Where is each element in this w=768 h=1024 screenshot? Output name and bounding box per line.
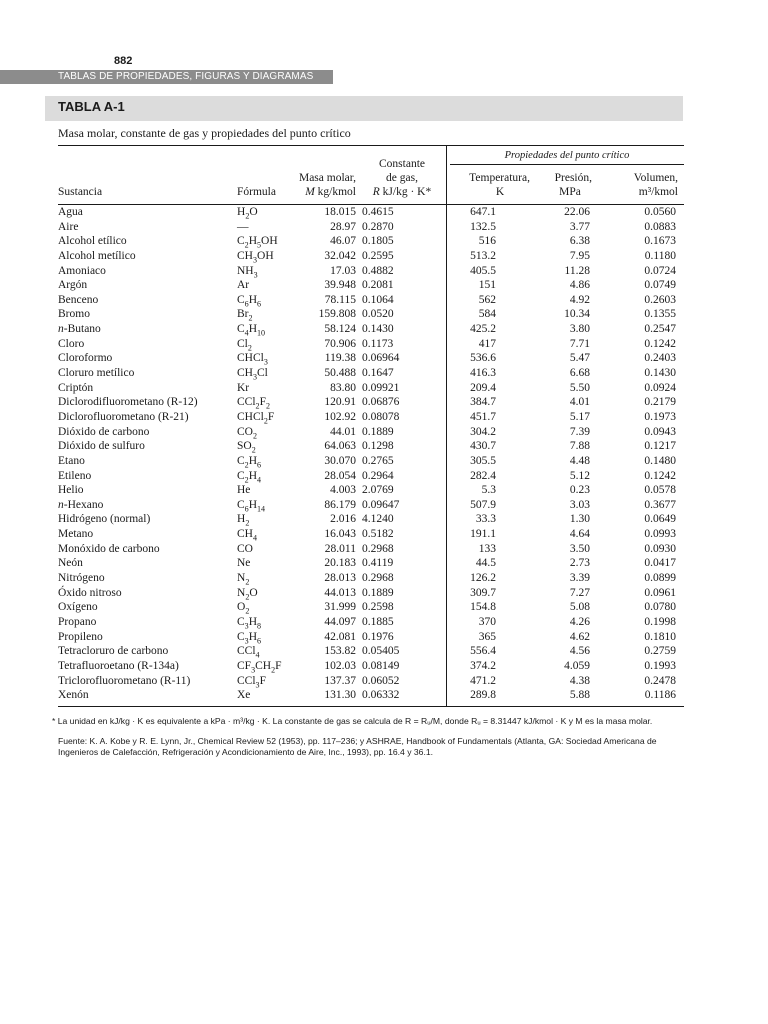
header-volumen-line2: m³/kmol	[638, 186, 678, 198]
cell-constante-gas: 0.1173	[362, 337, 394, 350]
cell-temperatura: 365	[478, 630, 496, 643]
table-row	[0, 249, 768, 264]
cell-temperatura: 584	[478, 308, 496, 321]
cell-temperatura: 513.2	[470, 249, 496, 262]
table-row	[0, 439, 768, 454]
cell-volumen: 0.1242	[644, 337, 676, 350]
table-row	[0, 410, 768, 425]
cell-presion: 7.27	[569, 586, 590, 599]
cell-formula: $C_2H_4$	[237, 469, 262, 484]
cell-volumen: 0.2478	[644, 674, 676, 687]
table-row	[0, 527, 768, 542]
cell-sustancia: Agua	[58, 206, 83, 218]
header-temperatura-line2: K	[495, 186, 505, 198]
cell-volumen: 0.0924	[644, 381, 676, 394]
cell-formula: $C_2H_5OH$	[237, 235, 278, 250]
cell-formula: $Br_2$	[237, 308, 253, 323]
cell-sustancia: Monóxido de carbono	[58, 542, 160, 555]
cell-sustancia: Benceno	[58, 293, 99, 306]
cell-constante-gas: 0.08078	[362, 410, 400, 423]
cell-sustancia: Propileno	[58, 630, 103, 643]
cell-sustancia: Óxido nitroso	[58, 586, 122, 599]
cell-sustancia: Bromo	[58, 308, 90, 321]
table-row	[0, 395, 768, 410]
cell-volumen: 0.0943	[644, 425, 676, 438]
cell-temperatura: 374.2	[470, 659, 496, 672]
cell-sustancia: Argón	[58, 279, 88, 292]
cell-constante-gas: 0.1064	[362, 293, 394, 306]
cell-presion: 10.34	[564, 308, 590, 321]
cell-masa-molar: 153.82	[324, 645, 356, 658]
header-constante-line1: Constante	[379, 158, 425, 170]
cell-temperatura: 471.2	[470, 674, 496, 687]
table-row	[0, 586, 768, 601]
cell-formula: Xe	[237, 689, 251, 702]
cell-constante-gas: 0.1647	[362, 367, 394, 380]
cell-formula: CHCl$_3$	[237, 352, 268, 367]
cell-volumen: 0.1217	[644, 440, 676, 453]
cell-temperatura: 151	[478, 279, 496, 292]
cell-volumen: 0.1430	[644, 367, 676, 380]
cell-volumen: 0.0780	[644, 601, 676, 614]
cell-sustancia: Tetracloruro de carbono	[58, 645, 169, 658]
cell-sustancia: Helio	[58, 484, 84, 497]
cell-volumen: 0.1993	[644, 659, 676, 672]
header-presion-line2: MPa	[559, 186, 581, 198]
table-row	[0, 220, 768, 235]
cell-formula: $NH_3$	[237, 264, 258, 279]
cell-masa-molar: 120.91	[324, 396, 356, 409]
cell-temperatura: 425.2	[470, 323, 496, 336]
cell-temperatura: 451.7	[470, 410, 496, 423]
cell-formula: $C_6H_{14}$	[237, 498, 266, 514]
table-row	[0, 512, 768, 527]
cell-masa-molar: 50.488	[324, 367, 356, 380]
cell-constante-gas: 0.2598	[362, 601, 394, 614]
cell-masa-molar: 83.80	[330, 381, 356, 394]
cell-temperatura: 417	[478, 337, 496, 350]
cell-presion: 1.30	[569, 513, 590, 526]
cell-constante-gas: 0.4119	[362, 557, 394, 570]
cell-volumen: 0.0649	[644, 513, 676, 526]
cell-volumen: 0.0724	[644, 264, 676, 277]
cell-formula: $N_2$	[237, 572, 250, 587]
cell-masa-molar: 20.183	[324, 557, 356, 570]
cell-presion: 5.88	[569, 689, 590, 702]
cell-presion: 4.01	[569, 396, 590, 409]
cell-formula: CCl$_3$F	[237, 674, 266, 689]
cell-constante-gas: 2.0769	[362, 484, 394, 497]
cell-masa-molar: 131.30	[324, 689, 356, 702]
table-body	[0, 205, 768, 703]
table-row	[0, 556, 768, 571]
cell-constante-gas: 0.2595	[362, 249, 394, 262]
cell-formula: $C_3H_8$	[237, 615, 262, 631]
cell-volumen: 0.2759	[644, 645, 676, 658]
cell-presion: 6.68	[569, 367, 590, 380]
cell-formula: $CF_3CH_2F$	[237, 659, 282, 675]
cell-masa-molar: 28.054	[324, 469, 356, 482]
cell-sustancia: Metano	[58, 528, 94, 541]
cell-volumen: 0.1998	[644, 615, 676, 628]
cell-volumen: 0.1973	[644, 410, 676, 423]
cell-sustancia: Diclorofluorometano (R-21)	[58, 410, 189, 423]
table-row	[0, 542, 768, 557]
table-row	[0, 264, 768, 279]
cell-constante-gas: 0.2870	[362, 220, 394, 233]
cell-sustancia: Criptón	[58, 381, 94, 394]
cell-volumen: 0.0749	[644, 279, 676, 292]
cell-masa-molar: 42.081	[324, 630, 356, 643]
table-row	[0, 644, 768, 659]
cell-presion: 4.92	[569, 293, 590, 306]
table-row	[0, 366, 768, 381]
cell-formula: Ar	[237, 279, 250, 292]
cell-constante-gas: 0.4882	[362, 264, 394, 277]
cell-formula: $C_4H_{10}$	[237, 323, 266, 338]
cell-masa-molar: 28.97	[330, 220, 356, 233]
cell-presion: 4.38	[569, 674, 590, 687]
cell-constante-gas: 0.2081	[362, 279, 394, 292]
cell-volumen: 0.1242	[644, 469, 676, 482]
cell-masa-molar: 28.011	[324, 542, 356, 555]
top-rule	[58, 145, 684, 146]
cell-formula: $C_6H_6$	[237, 293, 262, 309]
cell-sustancia: Xenón	[58, 689, 89, 702]
cell-sustancia: Triclorofluorometano (R-11)	[58, 674, 191, 687]
cell-sustancia: Cloruro metílico	[58, 367, 135, 380]
cell-temperatura: 304.2	[470, 425, 496, 438]
table-row	[0, 571, 768, 586]
cell-masa-molar: 18.015	[324, 206, 356, 218]
cell-formula: $CO_2$	[237, 425, 258, 440]
table-row	[0, 322, 768, 337]
cell-volumen: 0.0993	[644, 528, 676, 541]
cell-formula: $H_2$	[237, 513, 250, 528]
cell-volumen: 0.3677	[644, 498, 676, 511]
cell-presion: 7.71	[569, 337, 590, 350]
cell-sustancia: n-Hexano	[58, 498, 104, 511]
cell-temperatura: 556.4	[470, 645, 496, 658]
cell-sustancia: Diclorodifluorometano (R-12)	[58, 396, 198, 409]
cell-sustancia: Dióxido de carbono	[58, 425, 150, 438]
table-row	[0, 293, 768, 308]
cell-temperatura: 647.1	[470, 206, 496, 218]
cell-constante-gas: 0.1805	[362, 235, 394, 248]
cell-temperatura: 516	[478, 235, 496, 248]
table-row	[0, 659, 768, 674]
cell-presion: 2.73	[569, 557, 590, 570]
cell-temperatura: 133	[478, 542, 496, 555]
cell-temperatura: 33.3	[475, 513, 496, 526]
cell-sustancia: Etano	[58, 454, 85, 467]
cell-temperatura: 384.7	[470, 396, 496, 409]
cell-formula: $H_2O$	[237, 206, 258, 221]
cell-masa-molar: 102.03	[324, 659, 356, 672]
cell-masa-molar: 30.070	[324, 454, 356, 467]
cell-temperatura: 132.5	[470, 220, 496, 233]
cell-presion: 5.17	[569, 410, 590, 423]
cell-presion: 4.48	[569, 454, 590, 467]
cell-sustancia: Oxígeno	[58, 601, 98, 614]
cell-constante-gas: 0.1976	[362, 630, 394, 643]
cell-presion: 7.39	[569, 425, 590, 438]
cell-volumen: 0.0883	[644, 220, 676, 233]
header-masa-molar-symbol: M	[305, 186, 315, 198]
cell-sustancia: Neón	[58, 557, 83, 570]
cell-temperatura: 405.5	[470, 264, 496, 277]
cell-constante-gas: 0.4615	[362, 206, 394, 218]
cell-volumen: 0.2603	[644, 293, 676, 306]
cell-masa-molar: 70.906	[324, 337, 356, 350]
cell-masa-molar: 17.03	[330, 264, 356, 277]
cell-formula: $SO_2$	[237, 440, 256, 455]
cell-sustancia: Dióxido de sulfuro	[58, 440, 145, 453]
critical-properties-title: Propiedades del punto crítico	[504, 150, 630, 161]
cell-masa-molar: 102.92	[324, 410, 356, 423]
cell-volumen: 0.0560	[644, 206, 676, 218]
source-note: Fuente: K. A. Kobe y R. E. Lynn, Jr., Chemical Review 52 (1953), pp. 117–236; y ASHRAE, Handbook of Fundamentals (Atlanta, GA: Sociedad Americana de Ingenieros de Calefacción, Refrigeración y Acondicionamiento de Aire, Inc., 1993), pp. 16.4 y 36.1.	[58, 736, 657, 757]
cell-masa-molar: 28.013	[324, 572, 356, 585]
cell-masa-molar: 78.115	[324, 293, 356, 306]
cell-formula: $Cl_2$	[237, 337, 252, 353]
cell-constante-gas: 0.2765	[362, 454, 394, 467]
cell-masa-molar: 46.07	[330, 235, 356, 248]
table-caption: Masa molar, constante de gas y propiedades del punto crítico	[58, 126, 351, 140]
table-label: TABLA A-1	[58, 99, 125, 114]
cell-volumen: 0.1186	[644, 689, 676, 702]
cell-temperatura: 305.5	[470, 454, 496, 467]
cell-formula: $CH_3Cl$	[237, 367, 268, 382]
table-row	[0, 454, 768, 469]
cell-temperatura: 44.5	[475, 557, 496, 570]
cell-presion: 4.26	[569, 615, 590, 628]
cell-constante-gas: 0.1298	[362, 440, 394, 453]
cell-sustancia: Tetrafluoroetano (R-134a)	[58, 659, 179, 672]
cell-formula: $CH_4$	[237, 528, 258, 543]
table-row	[0, 234, 768, 249]
cell-constante-gas: 0.09647	[362, 498, 400, 511]
critical-group-rule	[450, 164, 684, 165]
cell-masa-molar: 16.043	[324, 528, 356, 541]
cell-formula: He	[237, 484, 251, 497]
cell-presion: 4.86	[569, 279, 590, 292]
cell-volumen: 0.2547	[644, 323, 676, 336]
cell-presion: 4.059	[564, 659, 590, 672]
cell-presion: 5.12	[569, 469, 590, 482]
cell-presion: 6.38	[569, 235, 590, 248]
running-head: TABLAS DE PROPIEDADES, FIGURAS Y DIAGRAMAS (UNIDADES SI)	[0, 70, 333, 84]
cell-volumen: 0.0930	[644, 542, 676, 555]
cell-constante-gas: 0.06052	[362, 674, 400, 687]
cell-presion: 4.64	[569, 528, 590, 541]
cell-constante-gas: 0.1889	[362, 425, 394, 438]
cell-presion: 4.56	[569, 645, 590, 658]
cell-masa-molar: 31.999	[324, 601, 356, 614]
cell-constante-gas: 0.09921	[362, 381, 400, 394]
cell-temperatura: 5.3	[481, 484, 496, 497]
cell-constante-gas: 0.2968	[362, 572, 394, 585]
cell-volumen: 0.0417	[644, 557, 676, 570]
cell-volumen: 0.0899	[644, 572, 676, 585]
cell-temperatura: 507.9	[470, 498, 496, 511]
cell-sustancia: Hidrógeno (normal)	[58, 513, 151, 526]
cell-masa-molar: 86.179	[324, 498, 356, 511]
table-row	[0, 307, 768, 322]
cell-constante-gas: 0.1430	[362, 323, 394, 336]
table-row	[0, 688, 768, 703]
cell-presion: 5.50	[569, 381, 590, 394]
cell-sustancia: Amoniaco	[58, 264, 106, 277]
table-row	[0, 674, 768, 689]
header-formula: Fórmula	[237, 186, 276, 198]
cell-volumen: 0.0961	[644, 586, 676, 599]
cell-masa-molar: 119.38	[324, 352, 356, 365]
header-constante-line2: de gas,	[386, 172, 418, 184]
cell-masa-molar: 2.016	[330, 513, 356, 526]
cell-temperatura: 191.1	[470, 528, 496, 541]
header-volumen-line1: Volumen,	[633, 172, 678, 184]
cell-constante-gas: 0.06332	[362, 689, 400, 702]
cell-constante-gas: 0.05405	[362, 645, 400, 658]
cell-formula: $CH_3OH$	[237, 249, 274, 265]
cell-formula: —	[237, 220, 249, 233]
cell-sustancia: Alcohol metílico	[58, 249, 136, 262]
header-presion-line1: Presión,	[554, 172, 592, 184]
cell-formula: CO	[237, 542, 253, 555]
cell-sustancia: Alcohol etílico	[58, 235, 127, 248]
cell-temperatura: 289.8	[470, 689, 496, 702]
cell-constante-gas: 0.06876	[362, 396, 400, 409]
cell-presion: 11.28	[564, 264, 590, 277]
table-row	[0, 425, 768, 440]
cell-constante-gas: 0.2968	[362, 542, 394, 555]
cell-volumen: 0.2179	[644, 396, 676, 409]
cell-sustancia: Etileno	[58, 469, 92, 482]
cell-masa-molar: 44.097	[324, 615, 356, 628]
table-row	[0, 381, 768, 396]
table-row	[0, 337, 768, 352]
header-masa-molar-line2: M kg/kmol	[305, 186, 356, 198]
cell-sustancia: n-Butano	[58, 323, 101, 336]
cell-temperatura: 562	[478, 293, 496, 306]
header-masa-molar-line1: Masa molar,	[298, 172, 356, 184]
cell-sustancia: Cloroformo	[58, 352, 113, 365]
cell-constante-gas: 0.06964	[362, 352, 400, 365]
cell-constante-gas: 0.5182	[362, 528, 394, 541]
cell-masa-molar: 159.808	[318, 308, 356, 321]
cell-presion: 3.77	[569, 220, 590, 233]
cell-sustancia: Cloro	[58, 337, 85, 350]
cell-volumen: 0.1810	[644, 630, 676, 643]
cell-presion: 3.80	[569, 323, 590, 336]
cell-volumen: 0.2403	[644, 352, 676, 365]
cell-constante-gas: 0.08149	[362, 659, 400, 672]
cell-temperatura: 126.2	[470, 572, 496, 585]
cell-masa-molar: 137.37	[324, 674, 356, 687]
footnote: * La unidad en kJ/kg · K es equivalente a kPa · m³/kg · K. La constante de gas se calcula de R = Rᵤ/M, donde Rᵤ = 8.31447 kJ/kmol · K y M es la masa molar.	[52, 716, 653, 726]
cell-masa-molar: 4.003	[330, 484, 356, 497]
page-number: 882	[114, 55, 133, 67]
cell-presion: 5.47	[569, 352, 590, 365]
table-row	[0, 278, 768, 293]
cell-presion: 4.62	[569, 630, 590, 643]
cell-constante-gas: 0.1885	[362, 615, 394, 628]
header-sustancia: Sustancia	[58, 186, 103, 198]
cell-constante-gas: 0.2964	[362, 469, 394, 482]
table-row	[0, 498, 768, 513]
cell-presion: 0.23	[569, 484, 590, 497]
cell-volumen: 0.1673	[644, 235, 676, 248]
cell-temperatura: 430.7	[470, 440, 496, 453]
cell-temperatura: 209.4	[470, 381, 496, 394]
cell-volumen: 0.1180	[644, 249, 676, 262]
table-row	[0, 205, 768, 220]
table-bottom-rule	[58, 706, 684, 707]
cell-masa-molar: 39.948	[324, 279, 356, 292]
cell-volumen: 0.0578	[644, 484, 676, 497]
cell-masa-molar: 44.01	[330, 425, 356, 438]
table-row	[0, 483, 768, 498]
cell-sustancia: Propano	[58, 615, 97, 628]
cell-presion: 3.50	[569, 542, 590, 555]
table-row	[0, 351, 768, 366]
cell-formula: $C_2H_6$	[237, 454, 262, 470]
cell-constante-gas: 0.0520	[362, 308, 394, 321]
cell-presion: 3.39	[569, 572, 590, 585]
cell-presion: 7.95	[569, 249, 590, 262]
cell-temperatura: 536.6	[470, 352, 496, 365]
cell-masa-molar: 58.124	[324, 323, 356, 336]
cell-masa-molar: 44.013	[324, 586, 356, 599]
cell-constante-gas: 4.1240	[362, 513, 394, 526]
table-row	[0, 600, 768, 615]
cell-temperatura: 370	[478, 615, 496, 628]
table-row	[0, 630, 768, 645]
cell-volumen: 0.1355	[644, 308, 676, 321]
cell-presion: 5.08	[569, 601, 590, 614]
header-constante-symbol: R	[372, 186, 380, 198]
cell-temperatura: 309.7	[470, 586, 496, 599]
cell-masa-molar: 64.063	[324, 440, 356, 453]
cell-temperatura: 154.8	[470, 601, 496, 614]
cell-formula: Ne	[237, 557, 251, 570]
cell-formula: CCl$_4$	[237, 645, 260, 660]
cell-formula: $N_2O$	[237, 586, 258, 601]
cell-formula: $C_3H_6$	[237, 630, 262, 645]
cell-temperatura: 416.3	[470, 367, 496, 380]
cell-presion: 7.88	[569, 440, 590, 453]
cell-presion: 22.06	[564, 206, 590, 218]
cell-sustancia: Aire	[58, 220, 79, 233]
cell-formula: CHCl$_2$F	[237, 410, 275, 426]
header-temperatura-line1: Temperatura,	[469, 172, 530, 184]
cell-presion: 3.03	[569, 498, 590, 511]
cell-formula: $O_2$	[237, 601, 250, 616]
cell-masa-molar: 32.042	[324, 249, 356, 262]
cell-volumen: 0.1480	[644, 454, 676, 467]
cell-constante-gas: 0.1889	[362, 586, 394, 599]
cell-formula: $CCl_2F_2$	[237, 396, 271, 411]
table-label-band	[45, 96, 683, 121]
cell-formula: Kr	[237, 381, 250, 394]
cell-temperatura: 282.4	[470, 469, 496, 482]
table-row	[0, 615, 768, 630]
cell-sustancia: Nitrógeno	[58, 572, 105, 585]
header-constante-line3: R kJ/kg · K*	[372, 186, 432, 198]
table-row	[0, 469, 768, 484]
